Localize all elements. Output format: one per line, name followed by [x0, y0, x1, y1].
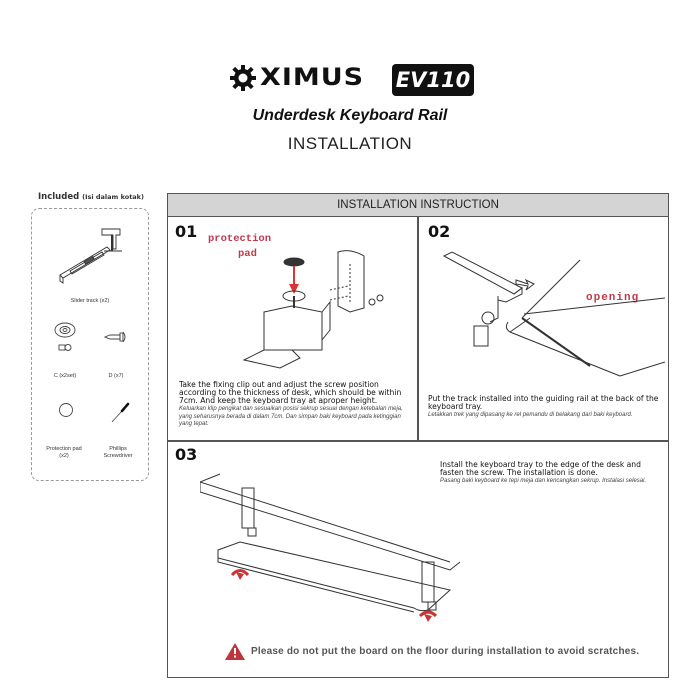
step-01-text-id: Keluarkan klip pengikat dan sesuaikan posisi sekrup sesuai dengan ketebalan meja, yang seharusnya berada di dalam 7cm. Dan simpan baki keyboard pada ketinggian yang tepat.	[179, 406, 403, 427]
step-01-number: 01	[175, 222, 198, 241]
phillips-screwdriver-icon	[110, 402, 130, 424]
warning-text: Please do not put the board on the floor during installation to avoid scratches.	[251, 646, 640, 657]
step-01-text: Take the fixing clip out and adjust the screw position according to the thickness of desk, which should be within 7cm. And keep the keyboard tray at aproper height.	[179, 380, 402, 405]
included-heading	[32, 192, 150, 202]
step-divider-horizontal	[167, 440, 669, 442]
included-item-caption: Slider track (x2)	[70, 298, 110, 304]
included-item-caption: D (x7)	[108, 373, 124, 379]
track-rail-illustration	[440, 248, 665, 378]
warning-icon	[225, 643, 245, 660]
page-title: INSTALLATION	[287, 134, 413, 153]
tray-install-illustration	[200, 470, 460, 630]
protection-label: protection	[208, 233, 272, 245]
gear-icon	[230, 65, 256, 91]
c-clamp-parts-icon	[53, 321, 77, 355]
brand-logo	[230, 64, 380, 92]
step-02-number: 02	[428, 222, 451, 241]
product-subtitle: Underdesk Keyboard Rail	[252, 107, 448, 124]
warning-note	[225, 643, 639, 660]
step-03-text-id: Pasang baki keyboard ke tepi meja dan kencangkan sekrup. Instalasi selesai.	[440, 478, 647, 484]
included-label: Included	[38, 192, 80, 202]
included-item-caption: C (x2set)	[53, 373, 77, 379]
step-divider-vertical	[417, 216, 419, 441]
pad-label: pad	[238, 248, 257, 260]
step-03-number: 03	[175, 445, 198, 464]
protection-pad-icon	[58, 402, 74, 418]
fixing-clip-illustration	[230, 250, 390, 370]
included-item-caption: Phillips Screwdriver	[103, 446, 133, 459]
d-screw-icon	[104, 331, 128, 343]
brand-name: XIMUS	[260, 63, 365, 92]
step-02-text-id: Letakkan trek yang dipasang ke rel pemandu di belakang dari baki keyboard.	[428, 412, 633, 418]
step-02-text: Put the track installed into the guiding rail at the back of the keyboard tray.	[428, 394, 659, 411]
slider-track-icon	[52, 225, 132, 285]
step-03-text: Install the keyboard tray to the edge of the desk and fasten the screw. The installation is done.	[440, 460, 641, 477]
included-item-caption: Protection pad (x2)	[46, 446, 82, 459]
included-label-sub: (Isi dalam kotak)	[82, 193, 144, 201]
instruction-heading: INSTALLATION INSTRUCTION	[167, 193, 669, 217]
model-badge: EV110	[392, 64, 474, 96]
opening-label: opening	[586, 292, 640, 304]
